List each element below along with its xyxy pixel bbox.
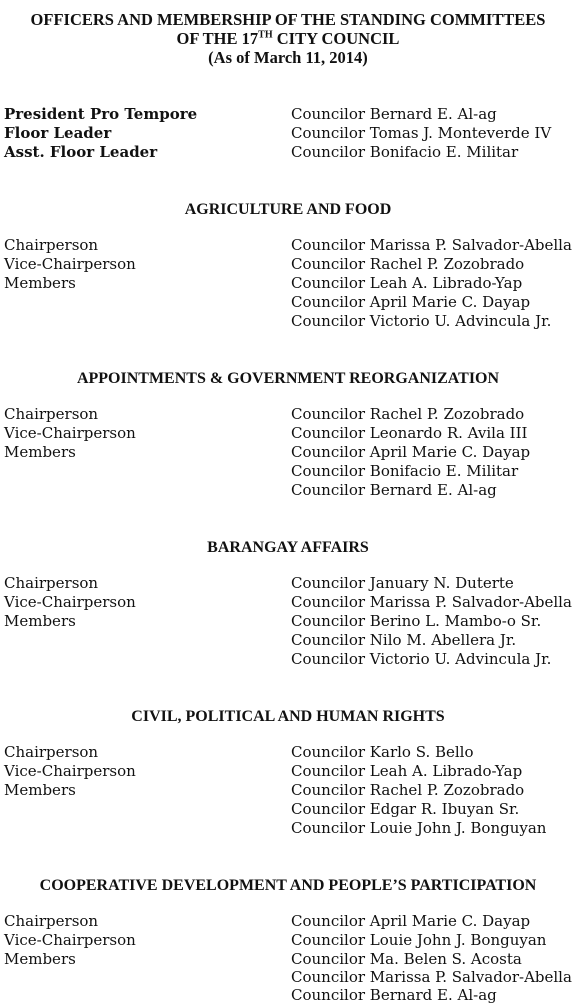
member-name: Councilor Leah A. Librado-Yap <box>291 274 523 292</box>
officer-title: Floor Leader <box>4 124 112 142</box>
member-row <box>0 462 576 481</box>
chairperson-name: Councilor April Marie C. Dayap <box>291 912 531 930</box>
member-row <box>0 800 576 819</box>
document-header <box>0 10 576 67</box>
header-date: (As of March 11, 2014) <box>208 48 368 67</box>
vice-chairperson-name: Councilor Marissa P. Salvador-Abella <box>291 593 572 611</box>
ordinal-superscript: TH <box>258 29 273 41</box>
member-name: Councilor Bernard E. Al-ag <box>291 481 497 499</box>
chairperson-name: Councilor Karlo S. Bello <box>291 743 474 761</box>
officer-name: Councilor Bernard E. Al-ag <box>291 105 497 123</box>
officer-name: Councilor Bonifacio E. Militar <box>291 143 519 161</box>
role-label: Vice-Chairperson <box>4 593 136 611</box>
member-row <box>0 293 576 312</box>
member-name: Councilor Berino L. Mambo-o Sr. <box>291 612 542 630</box>
member-name: Councilor Victorio U. Advincula Jr. <box>291 312 552 330</box>
chairperson-name: Councilor Rachel P. Zozobrado <box>291 405 525 423</box>
role-label: Members <box>4 950 76 968</box>
member-name: Councilor Marissa P. Salvador-Abella <box>291 968 572 986</box>
member-name: Councilor Bonifacio E. Militar <box>291 462 519 480</box>
committee-title: COOPERATIVE DEVELOPMENT AND PEOPLE’S PARTICIPATION <box>39 877 537 894</box>
role-label: Members <box>4 781 76 799</box>
vice-chairperson-name: Councilor Leonardo R. Avila III <box>291 424 528 442</box>
member-name: Councilor Louie John J. Bonguyan <box>291 819 547 837</box>
role-label: Vice-Chairperson <box>4 424 136 442</box>
role-label: Members <box>4 443 76 461</box>
member-name: Councilor Victorio U. Advincula Jr. <box>291 650 552 668</box>
chairperson-row <box>0 236 576 255</box>
role-label: Chairperson <box>4 236 99 254</box>
vice-chairperson-row <box>0 931 576 950</box>
vice-chairperson-name: Councilor Leah A. Librado-Yap <box>291 762 523 780</box>
committee-title: AGRICULTURE AND FOOD <box>184 201 392 218</box>
role-label: Vice-Chairperson <box>4 255 136 273</box>
member-name: Councilor Rachel P. Zozobrado <box>291 781 525 799</box>
member-name: Councilor April Marie C. Dayap <box>291 443 531 461</box>
vice-chairperson-row <box>0 424 576 443</box>
chairperson-row <box>0 405 576 424</box>
vice-chairperson-name: Councilor Louie John J. Bonguyan <box>291 931 547 949</box>
role-label: Chairperson <box>4 743 99 761</box>
member-name: Councilor Edgar R. Ibuyan Sr. <box>291 800 520 818</box>
member-row <box>0 312 576 331</box>
members-row <box>0 612 576 631</box>
committee-title: APPOINTMENTS & GOVERNMENT REORGANIZATION <box>76 370 500 387</box>
role-label: Vice-Chairperson <box>4 931 136 949</box>
officer-name: Councilor Tomas J. Monteverde IV <box>291 124 552 142</box>
member-row <box>0 968 576 987</box>
member-row <box>0 986 576 1005</box>
officer-row <box>0 143 576 162</box>
committee-title: CIVIL, POLITICAL AND HUMAN RIGHTS <box>131 708 445 725</box>
officer-row <box>0 124 576 143</box>
officer-row <box>0 105 576 124</box>
vice-chairperson-row <box>0 255 576 274</box>
role-label: Chairperson <box>4 912 99 930</box>
role-label: Members <box>4 274 76 292</box>
vice-chairperson-row <box>0 762 576 781</box>
chairperson-name: Councilor January N. Duterte <box>291 574 514 592</box>
header-title: OFFICERS AND MEMBERSHIP OF THE STANDING COMMITTEES <box>30 10 546 29</box>
header-subtitle: OF THE 17TH CITY COUNCIL <box>176 29 400 48</box>
vice-chairperson-name: Councilor Rachel P. Zozobrado <box>291 255 525 273</box>
member-name: Councilor Bernard E. Al-ag <box>291 986 497 1004</box>
committee-title: BARANGAY AFFAIRS <box>207 539 369 556</box>
member-row <box>0 650 576 669</box>
member-name: Councilor Ma. Belen S. Acosta <box>291 950 522 968</box>
role-label: Chairperson <box>4 405 99 423</box>
role-label: Members <box>4 612 76 630</box>
role-label: Chairperson <box>4 574 99 592</box>
chairperson-row <box>0 912 576 931</box>
member-row <box>0 631 576 650</box>
chairperson-row <box>0 574 576 593</box>
chairperson-row <box>0 743 576 762</box>
members-row <box>0 950 576 969</box>
member-row <box>0 819 576 838</box>
member-name: Councilor Nilo M. Abellera Jr. <box>291 631 517 649</box>
vice-chairperson-row <box>0 593 576 612</box>
member-row <box>0 481 576 500</box>
chairperson-name: Councilor Marissa P. Salvador-Abella <box>291 236 572 254</box>
officer-title: Asst. Floor Leader <box>4 143 158 161</box>
member-name: Councilor April Marie C. Dayap <box>291 293 531 311</box>
role-label: Vice-Chairperson <box>4 762 136 780</box>
officer-title: President Pro Tempore <box>4 105 198 123</box>
members-row <box>0 443 576 462</box>
members-row <box>0 274 576 293</box>
members-row <box>0 781 576 800</box>
